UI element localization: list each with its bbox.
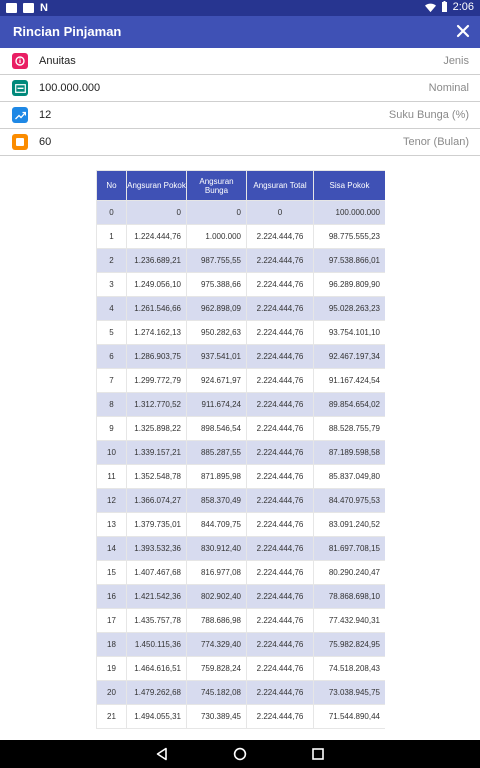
column-header: No (97, 171, 127, 201)
angsuran-total-cell: 2.224.444,76 (247, 441, 314, 465)
angsuran-pokok-cell: 1.224.444,76 (127, 225, 187, 249)
angsuran-total-cell: 2.224.444,76 (247, 369, 314, 393)
photo-icon (23, 3, 34, 13)
angsuran-pokok-cell: 1.261.546,66 (127, 297, 187, 321)
row-number: 2 (97, 249, 127, 273)
table-row (97, 369, 386, 393)
angsuran-total-cell: 2.224.444,76 (247, 681, 314, 705)
amortization-table-container[interactable] (96, 170, 385, 740)
field-row-suku-bunga[interactable] (0, 102, 480, 129)
row-number: 5 (97, 321, 127, 345)
money-icon (12, 80, 28, 96)
row-number: 8 (97, 393, 127, 417)
row-number: 0 (97, 201, 127, 225)
sisa-pokok-cell: 85.837.049,80 (314, 465, 386, 489)
angsuran-pokok-cell: 1.312.770,52 (127, 393, 187, 417)
table-row (97, 681, 386, 705)
status-bar (0, 0, 480, 16)
field-label: Suku Bunga (%) (388, 109, 469, 121)
sisa-pokok-cell: 81.697.708,15 (314, 537, 386, 561)
angsuran-total-cell: 2.224.444,76 (247, 561, 314, 585)
angsuran-bunga-cell: 745.182,08 (187, 681, 247, 705)
angsuran-total-cell: 2.224.444,76 (247, 537, 314, 561)
sisa-pokok-cell: 96.289.809,90 (314, 273, 386, 297)
row-number: 10 (97, 441, 127, 465)
angsuran-bunga-cell: 962.898,09 (187, 297, 247, 321)
sisa-pokok-cell: 93.754.101,10 (314, 321, 386, 345)
angsuran-pokok-cell: 1.339.157,21 (127, 441, 187, 465)
row-number: 17 (97, 609, 127, 633)
gmail-icon (6, 3, 17, 13)
column-header: Angsuran Bunga (187, 171, 247, 201)
angsuran-bunga-cell: 987.755,55 (187, 249, 247, 273)
angsuran-bunga-cell: 0 (187, 201, 247, 225)
table-row (97, 225, 386, 249)
row-number: 15 (97, 561, 127, 585)
page-title: Rincian Pinjaman (13, 24, 122, 39)
sisa-pokok-cell: 88.528.755,79 (314, 417, 386, 441)
close-button[interactable] (452, 20, 474, 42)
angsuran-pokok-cell: 1.421.542,36 (127, 585, 187, 609)
field-row-nominal[interactable] (0, 75, 480, 102)
battery-icon (441, 1, 448, 13)
sisa-pokok-cell: 80.290.240,47 (314, 561, 386, 585)
table-row (97, 609, 386, 633)
field-label: Nominal (428, 82, 469, 94)
row-number: 16 (97, 585, 127, 609)
sisa-pokok-cell: 83.091.240,52 (314, 513, 386, 537)
sisa-pokok-cell: 98.775.555,23 (314, 225, 386, 249)
field-label: Tenor (Bulan) (402, 136, 469, 148)
field-value: 60 (39, 136, 52, 148)
row-number: 6 (97, 345, 127, 369)
row-number: 14 (97, 537, 127, 561)
angsuran-bunga-cell: 730.389,45 (187, 705, 247, 729)
sisa-pokok-cell: 77.432.940,31 (314, 609, 386, 633)
clock: 2:06 (452, 1, 474, 13)
row-number: 4 (97, 297, 127, 321)
square-icon (12, 134, 28, 150)
sisa-pokok-cell: 100.000.000 (314, 201, 386, 225)
row-number: 1 (97, 225, 127, 249)
table-row (97, 441, 386, 465)
amortization-table (96, 170, 385, 729)
angsuran-pokok-cell: 1.494.055,31 (127, 705, 187, 729)
home-button[interactable] (233, 747, 247, 761)
angsuran-pokok-cell: 1.479.262,68 (127, 681, 187, 705)
angsuran-bunga-cell: 802.902,40 (187, 585, 247, 609)
angsuran-pokok-cell: 1.407.467,68 (127, 561, 187, 585)
column-header: Sisa Pokok (314, 171, 386, 201)
row-number: 3 (97, 273, 127, 297)
table-row (97, 273, 386, 297)
angsuran-total-cell: 2.224.444,76 (247, 273, 314, 297)
column-header: Angsuran Total (247, 171, 314, 201)
angsuran-pokok-cell: 1.274.162,13 (127, 321, 187, 345)
angsuran-pokok-cell: 1.299.772,79 (127, 369, 187, 393)
angsuran-bunga-cell: 759.828,24 (187, 657, 247, 681)
angsuran-total-cell: 0 (247, 201, 314, 225)
navigation-bar (0, 740, 480, 768)
close-icon (452, 20, 474, 42)
row-number: 9 (97, 417, 127, 441)
angsuran-total-cell: 2.224.444,76 (247, 633, 314, 657)
angsuran-pokok-cell: 1.236.689,21 (127, 249, 187, 273)
trending-up-icon (12, 107, 28, 123)
sisa-pokok-cell: 92.467.197,34 (314, 345, 386, 369)
angsuran-pokok-cell: 1.379.735,01 (127, 513, 187, 537)
sisa-pokok-cell: 84.470.975,53 (314, 489, 386, 513)
row-number: 21 (97, 705, 127, 729)
table-row (97, 345, 386, 369)
angsuran-total-cell: 2.224.444,76 (247, 705, 314, 729)
angsuran-bunga-cell: 788.686,98 (187, 609, 247, 633)
angsuran-bunga-cell: 924.671,97 (187, 369, 247, 393)
table-row (97, 321, 386, 345)
field-value: Anuitas (39, 55, 76, 67)
angsuran-bunga-cell: 937.541,01 (187, 345, 247, 369)
row-number: 20 (97, 681, 127, 705)
sisa-pokok-cell: 97.538.866,01 (314, 249, 386, 273)
sisa-pokok-cell: 78.868.698,10 (314, 585, 386, 609)
table-body (97, 201, 386, 729)
n-icon: N (40, 2, 48, 14)
sisa-pokok-cell: 75.982.824,95 (314, 633, 386, 657)
sisa-pokok-cell: 95.028.263,23 (314, 297, 386, 321)
angsuran-total-cell: 2.224.444,76 (247, 297, 314, 321)
angsuran-total-cell: 2.224.444,76 (247, 225, 314, 249)
row-number: 19 (97, 657, 127, 681)
table-row (97, 489, 386, 513)
angsuran-total-cell: 2.224.444,76 (247, 513, 314, 537)
angsuran-pokok-cell: 0 (127, 201, 187, 225)
table-row (97, 705, 386, 729)
angsuran-bunga-cell: 885.287,55 (187, 441, 247, 465)
table-row (97, 585, 386, 609)
table-header-row (97, 171, 386, 201)
table-row (97, 465, 386, 489)
table-row (97, 201, 386, 225)
angsuran-bunga-cell: 774.329,40 (187, 633, 247, 657)
angsuran-total-cell: 2.224.444,76 (247, 609, 314, 633)
recents-button[interactable] (311, 747, 325, 761)
field-row-tenor[interactable] (0, 129, 480, 156)
table-row (97, 417, 386, 441)
row-number: 13 (97, 513, 127, 537)
angsuran-pokok-cell: 1.464.616,51 (127, 657, 187, 681)
angsuran-pokok-cell: 1.435.757,78 (127, 609, 187, 633)
angsuran-total-cell: 2.224.444,76 (247, 489, 314, 513)
field-label: Jenis (443, 55, 469, 67)
angsuran-bunga-cell: 898.546,54 (187, 417, 247, 441)
angsuran-pokok-cell: 1.286.903,75 (127, 345, 187, 369)
table-row (97, 297, 386, 321)
angsuran-total-cell: 2.224.444,76 (247, 249, 314, 273)
angsuran-total-cell: 2.224.444,76 (247, 657, 314, 681)
angsuran-bunga-cell: 975.388,66 (187, 273, 247, 297)
angsuran-total-cell: 2.224.444,76 (247, 417, 314, 441)
table-row (97, 633, 386, 657)
angsuran-bunga-cell: 1.000.000 (187, 225, 247, 249)
sisa-pokok-cell: 74.518.208,43 (314, 657, 386, 681)
angsuran-pokok-cell: 1.450.115,36 (127, 633, 187, 657)
table-row (97, 561, 386, 585)
table-row (97, 249, 386, 273)
row-number: 11 (97, 465, 127, 489)
app-bar (0, 16, 480, 48)
angsuran-pokok-cell: 1.366.074,27 (127, 489, 187, 513)
table-row (97, 393, 386, 417)
sisa-pokok-cell: 91.167.424,54 (314, 369, 386, 393)
table-row (97, 513, 386, 537)
angsuran-total-cell: 2.224.444,76 (247, 585, 314, 609)
sisa-pokok-cell: 87.189.598,58 (314, 441, 386, 465)
table-row (97, 537, 386, 561)
angsuran-total-cell: 2.224.444,76 (247, 345, 314, 369)
field-value: 12 (39, 109, 52, 121)
sisa-pokok-cell: 73.038.945,75 (314, 681, 386, 705)
wifi-icon (425, 2, 436, 13)
angsuran-bunga-cell: 858.370,49 (187, 489, 247, 513)
row-number: 7 (97, 369, 127, 393)
angsuran-bunga-cell: 830.912,40 (187, 537, 247, 561)
field-row-jenis[interactable] (0, 48, 480, 75)
table-row (97, 657, 386, 681)
angsuran-pokok-cell: 1.249.056,10 (127, 273, 187, 297)
angsuran-total-cell: 2.224.444,76 (247, 321, 314, 345)
back-button[interactable] (155, 747, 169, 761)
angsuran-total-cell: 2.224.444,76 (247, 465, 314, 489)
field-value: 100.000.000 (39, 82, 101, 94)
row-number: 18 (97, 633, 127, 657)
angsuran-bunga-cell: 871.895,98 (187, 465, 247, 489)
angsuran-bunga-cell: 950.282,63 (187, 321, 247, 345)
angsuran-bunga-cell: 844.709,75 (187, 513, 247, 537)
angsuran-pokok-cell: 1.325.898,22 (127, 417, 187, 441)
sisa-pokok-cell: 71.544.890,44 (314, 705, 386, 729)
angsuran-bunga-cell: 816.977,08 (187, 561, 247, 585)
row-number: 12 (97, 489, 127, 513)
column-header: Angsuran Pokok (127, 171, 187, 201)
angsuran-bunga-cell: 911.674,24 (187, 393, 247, 417)
sisa-pokok-cell: 89.854.654,02 (314, 393, 386, 417)
info-icon (12, 53, 28, 69)
angsuran-pokok-cell: 1.393.532,36 (127, 537, 187, 561)
angsuran-total-cell: 2.224.444,76 (247, 393, 314, 417)
angsuran-pokok-cell: 1.352.548,78 (127, 465, 187, 489)
